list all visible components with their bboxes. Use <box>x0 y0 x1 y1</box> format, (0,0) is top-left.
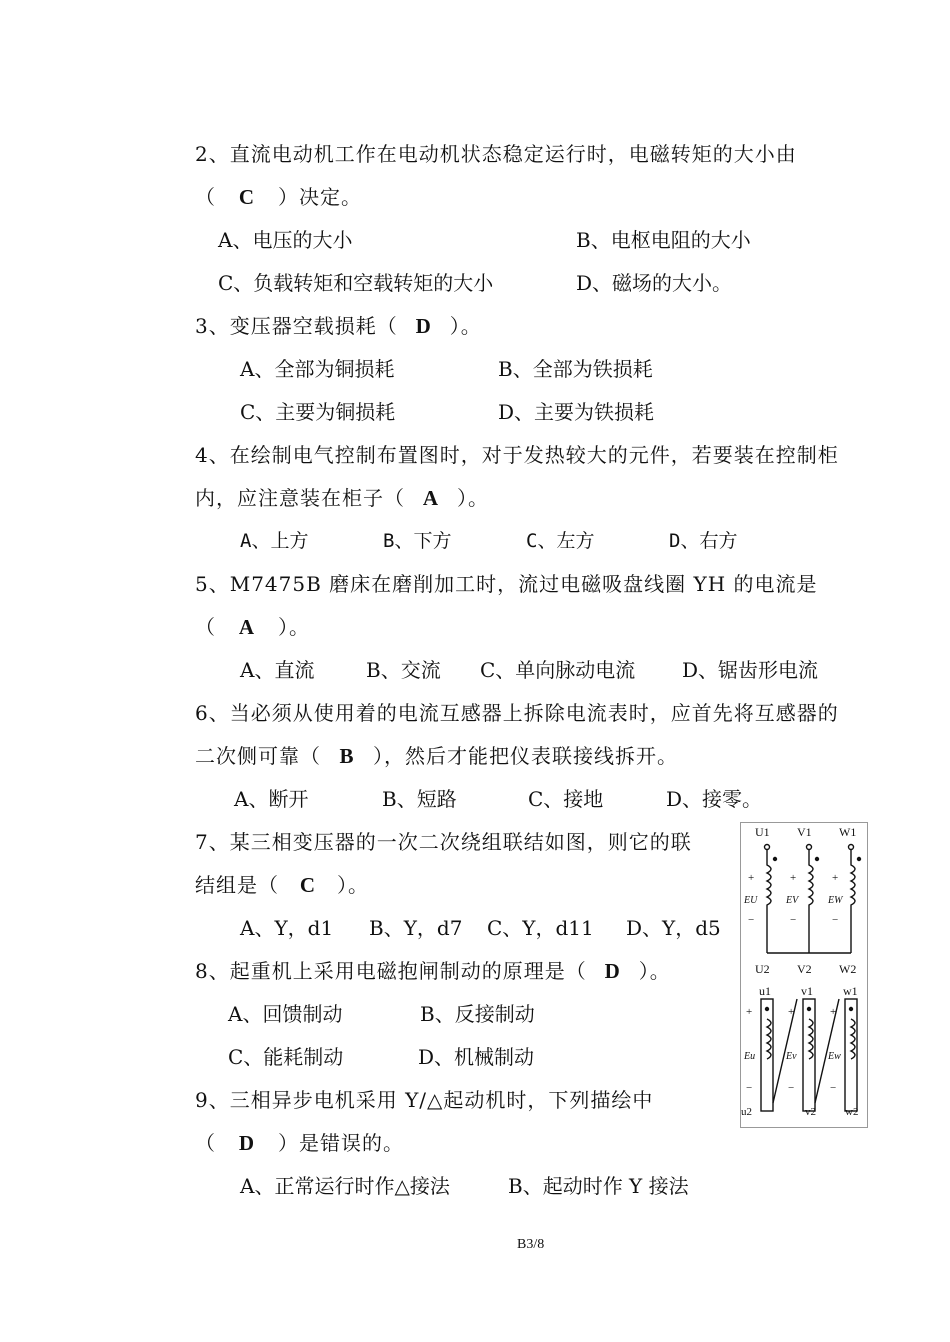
option-a: A、直流 <box>240 658 315 682</box>
option-c: C、能耗制动 <box>228 1045 344 1069</box>
option-a: A、Y，d1 <box>240 916 334 940</box>
q2-stem-2 <box>195 185 362 209</box>
option-c: C、左方 <box>526 530 595 552</box>
stem-tail: ）决定。 <box>278 185 362 209</box>
label-W2: W2 <box>839 962 857 976</box>
minus-sign: − <box>746 1082 753 1094</box>
q6-stem-2 <box>195 744 678 768</box>
stem-text: 3、变压器空载损耗（ <box>195 314 398 338</box>
q3-stem <box>195 314 482 338</box>
stem-tail: ）是错误的。 <box>278 1131 404 1155</box>
answer: D <box>604 959 621 983</box>
plus-sign: + <box>790 872 797 884</box>
q7-stem: 7、某三相变压器的一次二次绕组联结如图，则它的联 <box>195 830 692 854</box>
stem-tail: ）。 <box>449 314 482 338</box>
q9-stem-2 <box>195 1131 404 1155</box>
option-a: A、全部为铜损耗 <box>240 357 395 381</box>
option-d: D、磁场的大小。 <box>576 271 733 295</box>
answer: C <box>238 185 256 209</box>
stem-tail: ）。 <box>278 615 310 639</box>
option-a: A、正常运行时作△接法 <box>240 1174 450 1198</box>
secondary-windings <box>761 999 857 1111</box>
option-d: D、接零。 <box>666 787 763 811</box>
option-d: D、右方 <box>669 530 738 552</box>
option-a: A、上方 <box>240 530 309 552</box>
option-b: B、电枢电阻的大小 <box>576 228 751 252</box>
option-a: A、电压的大小 <box>218 228 353 252</box>
label-v1: v1 <box>801 984 813 998</box>
option-b: B、反接制动 <box>420 1002 535 1026</box>
emf-Ev: Ev <box>786 1051 797 1062</box>
q7-stem-2 <box>195 873 369 897</box>
stem-tail: ）。 <box>337 873 369 897</box>
transformer-winding-diagram <box>740 822 868 1128</box>
q5-stem-2 <box>195 615 310 639</box>
q8-stem <box>195 959 671 983</box>
answer: C <box>299 873 317 897</box>
stem-tail: ）。 <box>638 959 671 983</box>
paren-open: （ <box>195 1131 216 1155</box>
option-a: A、断开 <box>234 787 309 811</box>
option-c: C、单向脉动电流 <box>480 658 636 682</box>
emf-EU: EU <box>744 895 758 906</box>
stem-text: 内，应注意装在柜子（ <box>195 486 405 510</box>
plus-sign: + <box>746 1006 753 1018</box>
plus-sign: + <box>788 1006 795 1018</box>
plus-sign: + <box>830 1006 837 1018</box>
option-c: C、接地 <box>528 787 604 811</box>
option-c: C、Y，d11 <box>487 916 594 940</box>
option-d: D、Y，d5 <box>626 916 721 940</box>
minus-sign: − <box>748 914 755 926</box>
option-d: D、机械制动 <box>418 1045 535 1069</box>
stem-text: 8、起重机上采用电磁抱闸制动的原理是（ <box>195 959 587 983</box>
paren-open: （ <box>195 615 216 639</box>
answer: D <box>415 314 432 338</box>
minus-sign: − <box>830 1082 837 1094</box>
option-b: B、下方 <box>383 530 452 552</box>
stem-tail: ）。 <box>457 486 489 510</box>
label-W1: W1 <box>839 825 857 839</box>
q4-stem-2 <box>195 486 489 510</box>
option-b: B、短路 <box>382 787 457 811</box>
emf-EW: EW <box>828 895 843 906</box>
q6-stem: 6、当必须从使用着的电流互感器上拆除电流表时，应首先将互感器的 <box>195 701 839 725</box>
answer: A <box>238 615 256 639</box>
label-w1: w1 <box>843 984 858 998</box>
answer: D <box>238 1131 256 1155</box>
q5-stem: 5、M7475B 磨床在磨削加工时，流过电磁吸盘线圈 YH 的电流是 <box>195 572 818 596</box>
plus-sign: + <box>832 872 839 884</box>
winding-svg <box>741 823 867 1127</box>
plus-sign: + <box>748 872 755 884</box>
minus-sign: − <box>790 914 797 926</box>
option-c: C、主要为铜损耗 <box>240 400 396 424</box>
minus-sign: − <box>832 914 839 926</box>
option-b: B、Y，d7 <box>369 916 463 940</box>
label-U1: U1 <box>755 825 770 839</box>
stem-text: 结组是（ <box>195 873 279 897</box>
label-w2: w2 <box>845 1106 859 1118</box>
label-u1: u1 <box>759 984 771 998</box>
q2-stem: 2、直流电动机工作在电动机状态稳定运行时，电磁转矩的大小由 <box>195 142 797 166</box>
minus-sign: − <box>788 1082 795 1094</box>
label-v2: v2 <box>805 1106 816 1118</box>
option-a: A、回馈制动 <box>228 1002 343 1026</box>
paren-open: （ <box>195 185 216 209</box>
label-V1: V1 <box>797 825 812 839</box>
answer: A <box>422 486 440 510</box>
emf-Ew: Ew <box>828 1051 841 1062</box>
answer: B <box>339 744 355 768</box>
emf-Eu: Eu <box>744 1051 756 1062</box>
label-U2: U2 <box>755 962 770 976</box>
option-d: D、主要为铁损耗 <box>498 400 655 424</box>
q4-stem: 4、在绘制电气控制布置图时，对于发热较大的元件，若要装在控制柜 <box>195 443 839 467</box>
stem-tail: ），然后才能把仪表联接线拆开。 <box>373 744 678 768</box>
option-b: B、起动时作 Y 接法 <box>508 1174 689 1198</box>
q9-stem: 9、三相异步电机采用 Y/△起动机时，下列描绘中 <box>195 1088 654 1112</box>
option-b: B、交流 <box>366 658 441 682</box>
stem-text: 二次侧可靠（ <box>195 744 321 768</box>
option-c: C、负载转矩和空载转矩的大小 <box>218 271 494 295</box>
option-b: B、全部为铁损耗 <box>498 357 653 381</box>
label-V2: V2 <box>797 962 812 976</box>
page-footer: B3/8 <box>517 1237 545 1252</box>
emf-EV: EV <box>786 895 799 906</box>
option-d: D、锯齿形电流 <box>682 658 819 682</box>
label-u2: u2 <box>741 1106 752 1118</box>
